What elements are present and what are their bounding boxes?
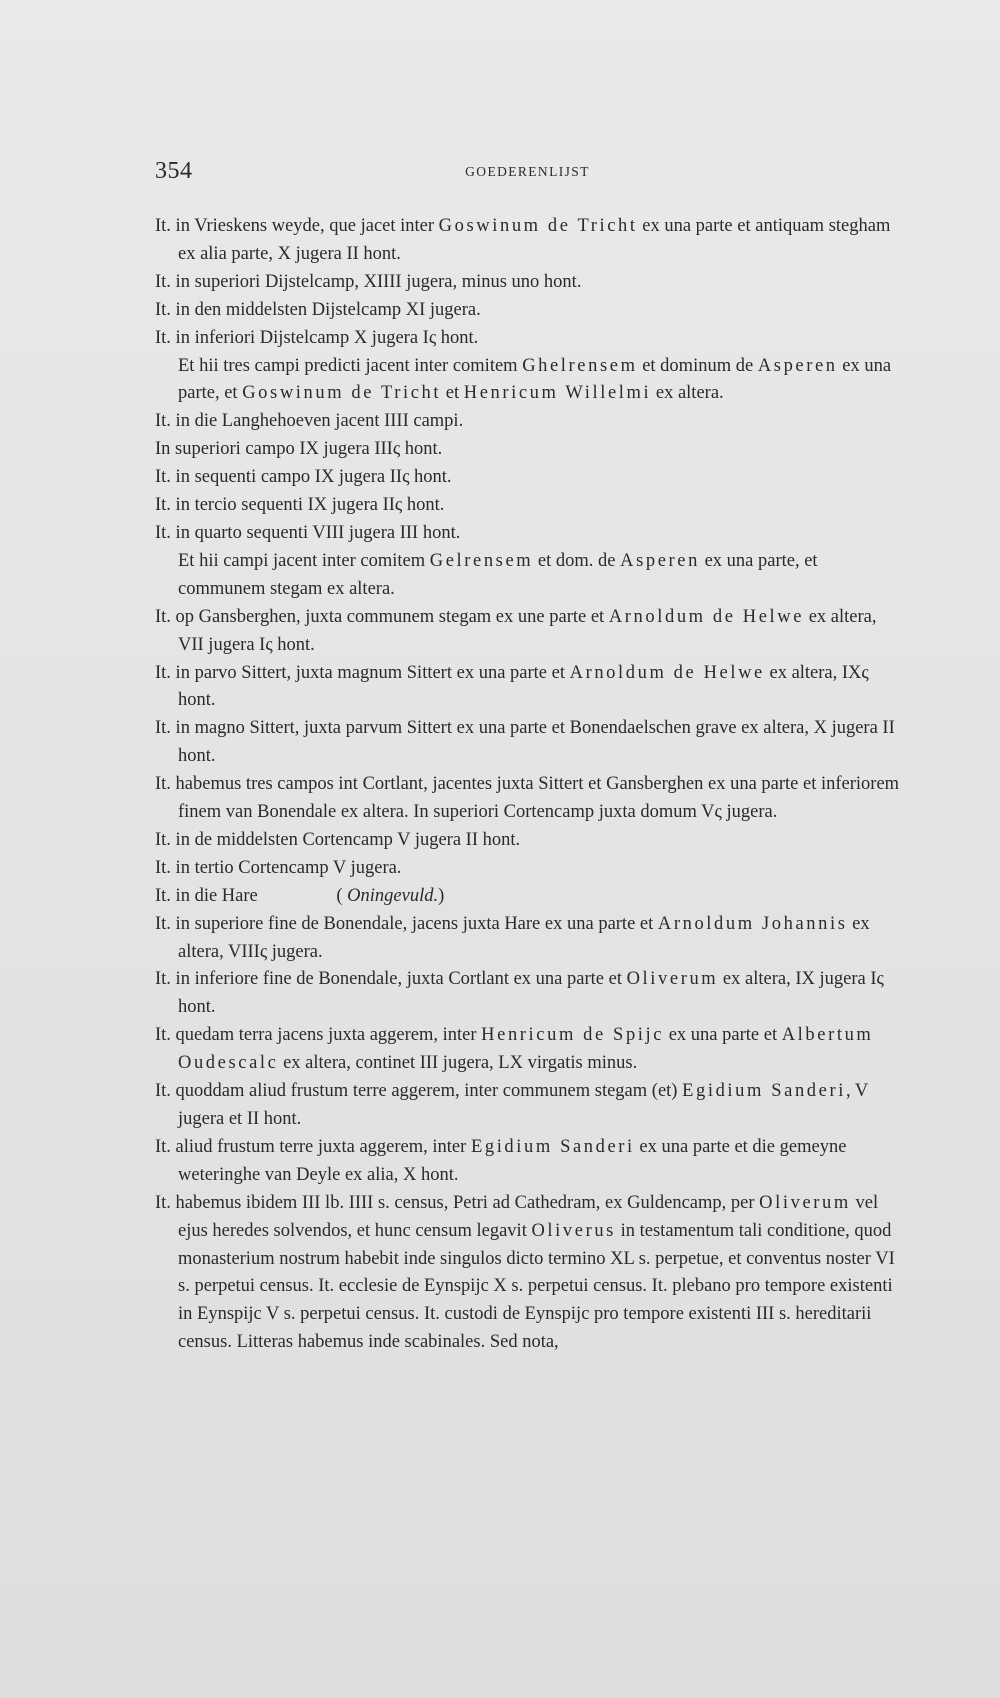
text-run: et dominum de	[637, 355, 758, 376]
text-run: It. quoddam aliud frustum terre aggerem, inter communem stegam (et)	[155, 1081, 683, 1102]
entry-21	[155, 1078, 900, 1134]
spaced-name: Arnoldum de Helwe	[569, 662, 765, 683]
entry-7	[155, 464, 900, 492]
italic-note: Oningevuld.	[347, 885, 439, 906]
entry-14	[155, 771, 900, 827]
text-run: It. in die Langhehoeven jacent IIII campi.	[155, 411, 464, 432]
entry-10	[155, 548, 900, 604]
text-run: in testamentum tali conditione, quod monasterium nostrum habebit inde singulos dicto termino XL s. perpetue, et conventus noster VI s. perpetui census. It. ecclesie de Eynspijc X s. perpetui census. It. plebano pro tempore existenti in Eynspijc V s. perpetui census. It. custodi de Eynspijc pro tempore existenti III s. hereditarii census. Litteras habemus inde scabinales. Sed nota,	[178, 1220, 895, 1353]
text-run: It. in parvo Sittert, juxta magnum Sittert ex una parte et	[155, 662, 570, 683]
text-run: It. in inferiore fine de Bonendale, juxta Cortlant ex una parte et	[155, 969, 627, 990]
text-run: It. in die Hare (	[155, 885, 348, 906]
spaced-name: Egidium Sanderi	[682, 1081, 846, 1102]
spaced-name: Asperen	[757, 355, 838, 376]
text-run: It. in magno Sittert, juxta parvum Sittert ex una parte et Bonendaelschen grave ex altera, X jugera II hont.	[155, 718, 895, 767]
page-header	[155, 158, 900, 188]
spaced-name: Oliverum	[759, 1192, 851, 1213]
text-run: ex altera, IXς hont.	[178, 662, 869, 711]
page-number: 354	[155, 158, 193, 184]
entry-18	[155, 911, 900, 967]
text-run: It. in den middelsten Dijstelcamp XI jugera.	[155, 299, 481, 320]
entry-20	[155, 1022, 900, 1078]
text-run: It. aliud frustum terre juxta aggerem, inter	[155, 1136, 471, 1157]
spaced-name: Goswinum de Tricht	[438, 216, 638, 236]
text-run: It. habemus ibidem III lb. IIII s. census, Petri ad Cathedram, ex Guldencamp, per	[155, 1192, 760, 1213]
text-run: vel ejus heredes solvendos, et hunc censum legavit	[178, 1192, 879, 1241]
spaced-name: Gelrensem	[429, 550, 534, 571]
spaced-name: Arnoldum de Helwe	[608, 606, 805, 627]
text-run: et dom. de	[533, 550, 621, 571]
entry-22	[155, 1134, 900, 1190]
entry-0	[155, 213, 900, 269]
text-run: It. in de middelsten Cortencamp V jugera II hont.	[155, 829, 521, 850]
text-run: It. in superiore fine de Bonendale, jacens juxta Hare ex una parte et	[155, 913, 658, 934]
spaced-name: Ghelrensem	[522, 355, 638, 376]
text-run: ex altera, continet III jugera, LX virgatis minus.	[278, 1053, 638, 1074]
text-run: It. in Vrieskens weyde, que jacet inter	[155, 216, 439, 236]
spaced-name: Oliverus	[531, 1220, 616, 1241]
text-run: ex una parte et die gemeyne weteringhe van Deyle ex alia, X hont.	[178, 1136, 847, 1185]
text-run: ex una parte et antiquam stegham ex alia parte, X jugera II hont.	[178, 216, 891, 264]
text-run: ex altera, VIIIς jugera.	[178, 913, 870, 962]
text-run: Et hii tres campi predicti jacent inter comitem	[178, 355, 523, 376]
entry-2	[155, 297, 900, 325]
text-run: ex una parte, et communem stegam ex altera.	[178, 550, 818, 599]
text-run: It. in inferiori Dijstelcamp X jugera Iς hont.	[155, 327, 479, 348]
text-run: In superiori campo IX jugera IIIς hont.	[155, 439, 443, 460]
spaced-name: Goswinum de Tricht	[242, 383, 442, 404]
spaced-name: Henricum Willelmi	[463, 383, 652, 404]
entry-4	[155, 353, 900, 409]
body-text	[155, 213, 900, 1357]
entry-6	[155, 436, 900, 464]
text-run: It. habemus tres campos int Cortlant, jacentes juxta Sittert et Gansberghen ex una parte et inferiorem finem van Bonendale ex altera. In superiori Cortencamp juxta domum Vς jugera.	[155, 774, 900, 823]
entry-13	[155, 715, 900, 771]
entry-9	[155, 520, 900, 548]
text-run: ex altera, IX jugera Iς hont.	[178, 969, 884, 1018]
entry-8	[155, 492, 900, 520]
entry-3	[155, 325, 900, 353]
text-run: It. in tertio Cortencamp V jugera.	[155, 857, 402, 878]
text-run: ex altera, VII jugera Iς hont.	[178, 606, 877, 655]
text-run: ex una parte, et	[178, 355, 892, 404]
entry-5	[155, 408, 900, 436]
entry-19	[155, 966, 900, 1022]
text-run: Et hii campi jacent inter comitem	[178, 550, 430, 571]
spaced-name: Egidium Sanderi	[470, 1136, 635, 1157]
entry-11	[155, 604, 900, 660]
text-run: It. quedam terra jacens juxta aggerem, inter	[155, 1025, 482, 1046]
text-run: )	[438, 885, 445, 906]
text-run: It. in tercio sequenti IX jugera IIς hont.	[155, 495, 445, 516]
text-run: It. in sequenti campo IX jugera IIς hont.	[155, 467, 452, 488]
spaced-name: Albertum Oudescalc	[178, 1025, 874, 1074]
entry-23	[155, 1190, 900, 1357]
text-run: It. in quarto sequenti VIII jugera III hont.	[155, 522, 461, 543]
entry-1	[155, 269, 900, 297]
entry-17	[155, 883, 900, 911]
text-run: ex altera.	[651, 383, 724, 404]
entry-15	[155, 827, 900, 855]
running-title: GOEDERENLIJST	[465, 164, 590, 179]
entry-12	[155, 660, 900, 716]
text-run: It. op Gansberghen, juxta communem stegam ex une parte et	[155, 606, 609, 627]
spaced-name: Oliverum	[626, 969, 719, 990]
entry-16	[155, 855, 900, 883]
spaced-name: Arnoldum Johannis	[657, 913, 848, 934]
spaced-name: Asperen	[620, 550, 700, 571]
text-run: et	[441, 383, 464, 404]
text-run: ex una parte et	[664, 1025, 782, 1046]
spaced-name: Henricum de Spijc	[481, 1025, 665, 1046]
text-run: It. in superiori Dijstelcamp, XIIII jugera, minus uno hont.	[155, 271, 582, 292]
text-run: , V jugera et II hont.	[178, 1081, 868, 1129]
